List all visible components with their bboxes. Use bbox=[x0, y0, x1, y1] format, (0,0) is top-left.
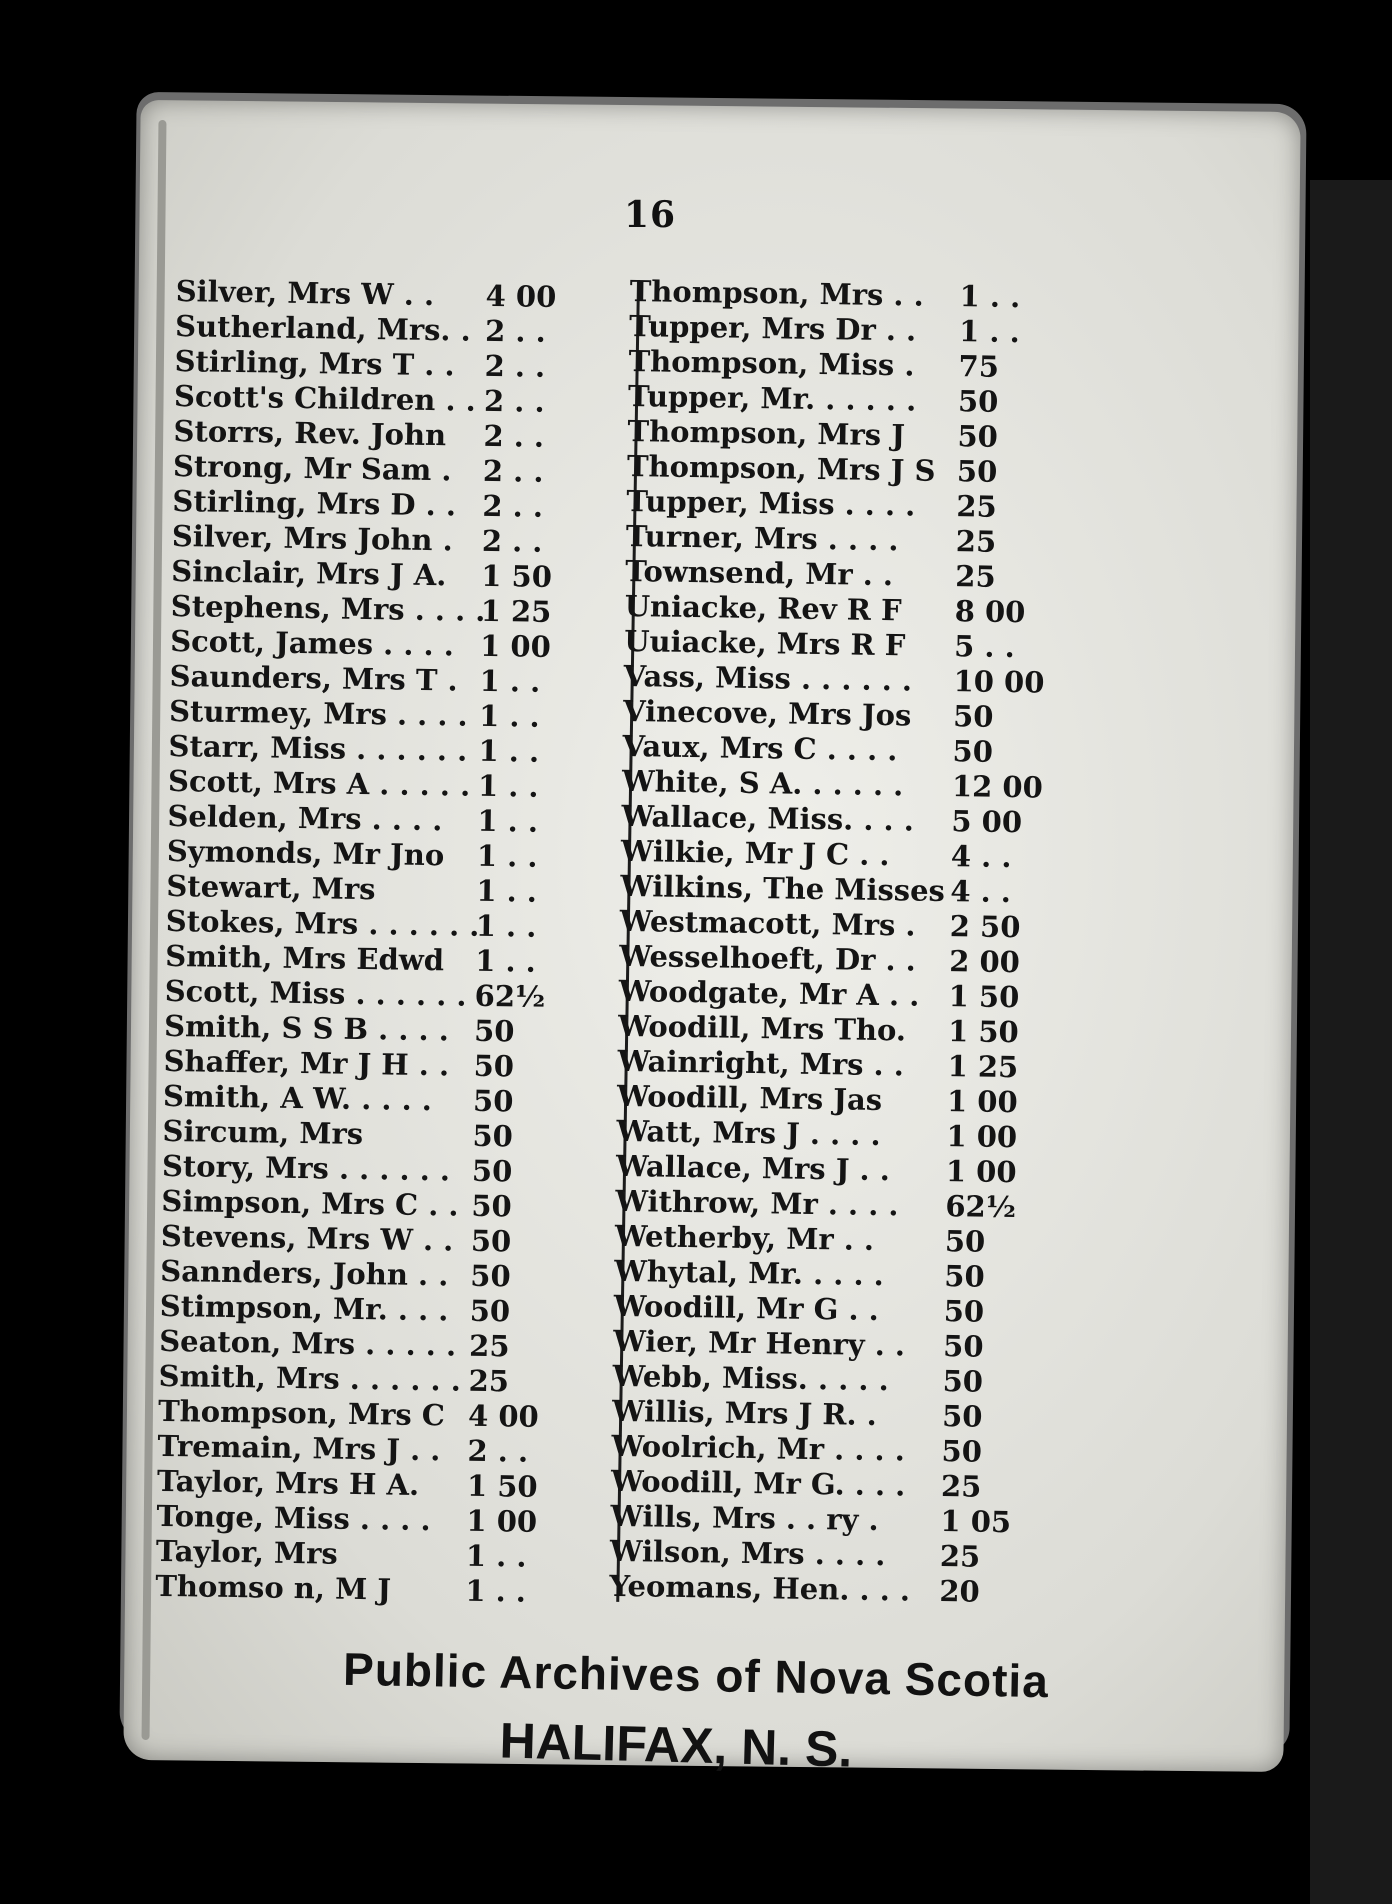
subscription-amount: 25 bbox=[955, 559, 996, 594]
subscription-amount: 2 . . bbox=[467, 1433, 529, 1469]
subscriber-name: Woodill, Mr G . . bbox=[613, 1288, 880, 1328]
right-column bbox=[609, 274, 1050, 1610]
subscriber-name: Woodill, Mr G. . . . bbox=[610, 1463, 906, 1503]
subscription-amount: 1 00 bbox=[479, 628, 552, 664]
subscriber-name: Turner, Mrs . . . . bbox=[625, 518, 899, 558]
subscriber-name: Simpson, Mrs C . . bbox=[161, 1183, 459, 1223]
subscriber-name: Smith, Mrs Edwd bbox=[165, 938, 445, 978]
subscription-amount: 25 bbox=[940, 1469, 982, 1504]
page-number: 16 bbox=[623, 194, 677, 236]
subscriber-name: Scott, Mrs A . . . . . bbox=[167, 763, 471, 803]
subscription-amount: 25 bbox=[955, 524, 997, 559]
subscription-amount: 1 . . bbox=[475, 908, 537, 944]
subscription-amount: 2 . . bbox=[483, 383, 545, 419]
subscription-amount: 25 bbox=[468, 1363, 510, 1399]
subscription-amount: 4 00 bbox=[467, 1398, 540, 1434]
subscriber-name: Thompson, Mrs J S bbox=[626, 448, 936, 488]
subscriber-name: Vaux, Mrs C . . . . bbox=[622, 728, 898, 768]
subscriber-name: Smith, S S B . . . . bbox=[163, 1008, 450, 1048]
subscriber-name: Wilkins, The Misses bbox=[620, 868, 946, 909]
subscription-amount: 1 50 bbox=[948, 979, 1020, 1015]
subscriber-name: Sircum, Mrs bbox=[162, 1113, 364, 1152]
subscription-amount: 1 25 bbox=[947, 1049, 1019, 1085]
subscriber-name: Tremain, Mrs J . . bbox=[157, 1428, 441, 1468]
subscription-amount: 62½ bbox=[945, 1189, 1017, 1225]
subscriber-name: Whytal, Mr. . . . . bbox=[614, 1253, 885, 1293]
subscription-amount: 2 . . bbox=[482, 453, 544, 489]
subscriber-name: Wallace, Miss. . . . bbox=[621, 798, 915, 838]
subscription-amount: 1 50 bbox=[466, 1468, 538, 1504]
subscription-amount: 2 . . bbox=[483, 418, 545, 454]
subscription-amount: 4 . . bbox=[950, 839, 1012, 875]
subscription-amount: 12 00 bbox=[951, 769, 1044, 805]
subscription-amount: 1 . . bbox=[477, 803, 539, 839]
subscription-amount: 4 . . bbox=[950, 874, 1012, 910]
subscriber-name: Wetherby, Mr . . bbox=[614, 1218, 875, 1257]
subscriber-name: Uuiacke, Mrs R F bbox=[623, 623, 906, 663]
subscription-amount: 50 bbox=[957, 384, 999, 419]
subscription-amount: 10 00 bbox=[953, 664, 1045, 700]
subscriber-name: Vass, Miss . . . . . . bbox=[623, 658, 913, 698]
subscription-amount: 1 . . bbox=[476, 873, 538, 909]
subscriber-name: White, S A. . . . . . bbox=[621, 763, 904, 803]
subscriber-name: Stewart, Mrs bbox=[166, 868, 376, 907]
subscriber-name: Story, Mrs . . . . . . bbox=[161, 1148, 451, 1188]
subscription-amount: 50 bbox=[956, 454, 998, 489]
scanner-background bbox=[1310, 180, 1392, 1904]
subscriber-name: Stirling, Mrs T . . bbox=[174, 343, 455, 383]
subscription-amount: 50 bbox=[472, 1118, 514, 1154]
subscription-amount: 50 bbox=[470, 1258, 511, 1294]
subscription-amount: 1 50 bbox=[481, 558, 553, 594]
subscriber-name: Taylor, Mrs H A. bbox=[156, 1463, 420, 1502]
subscriber-name: Scott, Miss . . . . . . bbox=[164, 973, 467, 1013]
subscriber-name: Selden, Mrs . . . . bbox=[167, 798, 443, 838]
subscription-amount: 1 . . bbox=[479, 663, 541, 699]
subscriber-name: Silver, Mrs W . . bbox=[175, 274, 435, 313]
subscription-amount: 50 bbox=[471, 1153, 513, 1189]
subscription-amount: 50 bbox=[944, 1224, 986, 1259]
subscription-amount: 1 . . bbox=[478, 733, 540, 769]
subscriber-name: Watt, Mrs J . . . . bbox=[616, 1113, 881, 1153]
subscriber-name: Tupper, Miss . . . . bbox=[626, 483, 916, 523]
subscription-amount: 50 bbox=[952, 734, 994, 769]
subscription-amount: 1 . . bbox=[465, 1573, 527, 1609]
subscription-amount: 2 . . bbox=[484, 313, 546, 349]
subscriber-name: Vinecove, Mrs Jos bbox=[622, 693, 912, 733]
subscriber-name: Thompson, Miss . bbox=[628, 343, 915, 383]
subscriber-name: Thompson, Mrs J bbox=[627, 413, 906, 453]
subscription-amount: 62½ bbox=[474, 978, 546, 1014]
subscriber-name: Sturmey, Mrs . . . . bbox=[168, 693, 468, 733]
subscription-amount: 50 bbox=[944, 1259, 985, 1294]
list-item bbox=[155, 1569, 556, 1610]
subscriber-name: Wainright, Mrs . . bbox=[617, 1043, 905, 1083]
subscription-amount: 1 . . bbox=[959, 279, 1021, 315]
subscription-amount: 50 bbox=[957, 419, 999, 454]
subscription-amount: 50 bbox=[941, 1399, 983, 1434]
subscriber-name: Sinclair, Mrs J A. bbox=[171, 553, 447, 593]
subscriber-name: Wier, Mr Henry . . bbox=[612, 1323, 906, 1363]
subscription-amount: 50 bbox=[469, 1293, 511, 1329]
subscriber-name: Stephens, Mrs . . . . bbox=[170, 588, 486, 628]
subscriber-name: Scott's Children . . bbox=[173, 378, 477, 418]
subscription-amount: 50 bbox=[470, 1223, 512, 1259]
subscription-amount: 50 bbox=[473, 1013, 515, 1049]
subscriber-name: Stevens, Mrs W . . bbox=[160, 1218, 454, 1258]
subscriber-name: Thompson, Mrs . . bbox=[629, 274, 924, 313]
subscription-amount: 2 . . bbox=[481, 523, 543, 559]
subscription-amount: 1 . . bbox=[477, 768, 539, 804]
subscription-amount: 1 50 bbox=[947, 1014, 1020, 1050]
subscriber-name: Scott, James . . . . bbox=[169, 623, 455, 663]
subscriber-name: Starr, Miss . . . . . . bbox=[168, 728, 468, 768]
subscriber-name: Wallace, Mrs J . . bbox=[615, 1148, 891, 1188]
subscriber-name: Stirling, Mrs D . . bbox=[172, 483, 457, 523]
left-column bbox=[155, 274, 576, 1610]
subscription-amount: 5 . . bbox=[953, 629, 1016, 665]
subscription-amount: 50 bbox=[942, 1364, 984, 1399]
subscriber-name: Stokes, Mrs . . . . . . bbox=[165, 903, 480, 943]
subscriber-name: Taylor, Mrs bbox=[155, 1533, 339, 1571]
subscriber-name: Strong, Mr Sam . bbox=[172, 448, 452, 488]
subscriber-name: Shaffer, Mr J H . . bbox=[163, 1043, 450, 1083]
subscription-amount: 2 . . bbox=[484, 348, 546, 384]
list-item bbox=[609, 1569, 1029, 1611]
subscription-amount: 25 bbox=[468, 1328, 510, 1364]
subscriber-name: Smith, A W. . . . . bbox=[162, 1078, 433, 1118]
subscription-amount: 2 50 bbox=[949, 909, 1021, 945]
subscription-amount: 2 . . bbox=[482, 488, 544, 524]
subscriber-name: Woodill, Mrs Tho. bbox=[617, 1008, 907, 1048]
subscription-amount: 1 00 bbox=[945, 1154, 1017, 1190]
subscription-amount: 1 00 bbox=[466, 1503, 538, 1539]
subscription-amount: 1 00 bbox=[946, 1119, 1018, 1155]
subscription-amount: 50 bbox=[952, 699, 994, 734]
subscriber-name: Tupper, Mr. . . . . . bbox=[627, 378, 917, 418]
subscriber-name: Wills, Mrs . . ry . bbox=[610, 1498, 879, 1538]
subscription-amount: 1 . . bbox=[474, 943, 537, 979]
subscription-amount: 1 00 bbox=[946, 1084, 1018, 1120]
subscription-amount: 25 bbox=[939, 1539, 981, 1574]
subscriber-name: Storrs, Rev. John bbox=[173, 413, 447, 453]
subscription-amount: 2 00 bbox=[948, 944, 1021, 980]
subscription-amount: 20 bbox=[939, 1574, 980, 1609]
subscriber-name: Wilson, Mrs . . . . bbox=[609, 1533, 886, 1573]
subscription-amount: 1 25 bbox=[480, 593, 552, 629]
subscriber-name: Wilkie, Mr J C . . bbox=[620, 833, 890, 873]
subscriber-name: Tonge, Miss . . . . bbox=[156, 1498, 431, 1538]
subscription-amount: 50 bbox=[473, 1048, 515, 1084]
subscriber-name: Westmacott, Mrs . bbox=[619, 903, 916, 943]
archive-stamp-title: Public Archives of Nova Scotia bbox=[342, 1642, 1050, 1708]
subscription-amount: 50 bbox=[941, 1434, 983, 1469]
subscriber-name: Uniacke, Rev R F bbox=[624, 588, 902, 628]
subscriber-name: Symonds, Mr Jno bbox=[166, 833, 445, 873]
subscriber-name: Sutherland, Mrs. . bbox=[174, 308, 472, 348]
subscriber-name: Withrow, Mr . . . . bbox=[615, 1183, 899, 1223]
subscription-amount: 50 bbox=[471, 1188, 513, 1224]
subscriber-name: Silver, Mrs John . bbox=[171, 518, 453, 558]
subscription-amount: 50 bbox=[942, 1329, 984, 1364]
subscriber-name: Saunders, Mrs T . bbox=[169, 658, 458, 698]
subscription-amount: 25 bbox=[956, 489, 998, 524]
subscriber-name: Tupper, Mrs Dr . . bbox=[628, 308, 917, 348]
subscription-amount: 4 00 bbox=[485, 278, 557, 314]
subscription-amount: 1 05 bbox=[940, 1504, 1012, 1540]
subscription-amount: 1 . . bbox=[958, 314, 1020, 350]
subscriber-name: Townsend, Mr . . bbox=[625, 553, 894, 593]
subscriber-name: Wesselhoeft, Dr . . bbox=[619, 938, 917, 978]
subscriber-name: Stimpson, Mr. . . . bbox=[159, 1288, 449, 1328]
archive-stamp-city: HALIFAX, N. S. bbox=[498, 1712, 854, 1778]
subscriber-name: Yeomans, Hen. . . . bbox=[609, 1568, 911, 1608]
subscriber-name: Woolrich, Mr . . . . bbox=[611, 1428, 906, 1468]
subscriber-name: Thompson, Mrs C bbox=[157, 1393, 446, 1433]
subscriber-name: Woodill, Mrs Jas bbox=[616, 1078, 883, 1118]
subscriber-name: Woodgate, Mr A . . bbox=[618, 973, 920, 1013]
subscription-amount: 50 bbox=[943, 1294, 985, 1329]
subscription-amount: 75 bbox=[958, 349, 1000, 384]
subscriber-name: Thomso n, M J bbox=[155, 1568, 392, 1607]
subscriber-name: Webb, Miss. . . . . bbox=[612, 1358, 889, 1398]
subscription-amount: 1 . . bbox=[476, 838, 538, 874]
subscription-amount: 1 . . bbox=[465, 1538, 527, 1574]
subscription-amount: 50 bbox=[472, 1083, 514, 1119]
subscriber-name: Willis, Mrs J R. . bbox=[611, 1393, 878, 1433]
subscription-amount: 5 00 bbox=[951, 804, 1023, 840]
subscriber-name: Smith, Mrs . . . . . . bbox=[158, 1358, 462, 1398]
subscription-amount: 1 . . bbox=[478, 698, 540, 734]
subscription-amount: 8 00 bbox=[954, 594, 1026, 630]
subscriber-name: Sannders, John . . bbox=[160, 1253, 449, 1293]
subscriber-name: Seaton, Mrs . . . . . bbox=[158, 1323, 457, 1363]
